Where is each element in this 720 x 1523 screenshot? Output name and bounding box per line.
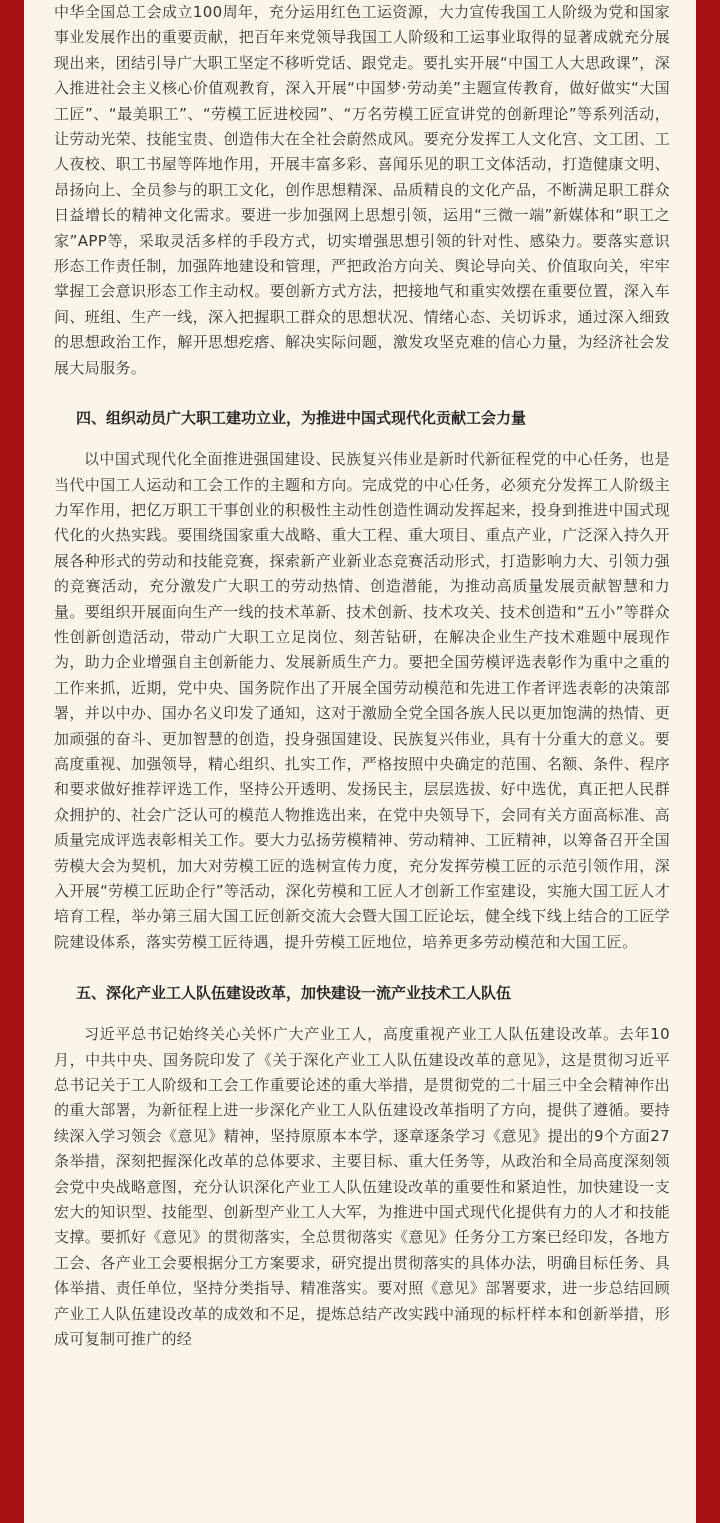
section-heading-5: 五、深化产业工人队伍建设改革，加快建设一流产业技术工人队伍 (76, 984, 512, 1003)
paragraph-continuation: 中华全国总工会成立100周年，充分运用红色工运资源，大力宣传我国工人阶级为党和国家事业发展作出的重要贡献，把百年来党领导我国工人阶级和工运事业取得的显著成就充分展现出来，团结引导广大职工坚定不移听党话、跟党走。要扎实开展“中国工人大思政课”，深入推进社会主义核心价值观教育，深入开展“中国梦·劳动美”主题宣传教育，做好做实“大国工匠”、“最美职工”、“劳模工匠进校园”、“万名劳模工匠宣讲党的创新理论”等系列活动，让劳动光荣、技能宝贵、创造伟大在全社会蔚然成风。要充分发挥工人文化宫、文工团、工人夜校、职工书屋等阵地作用，开展丰富多彩、喜闻乐见的职工文体活动，打造健康文明、昂扬向上、全员参与的职工文化，创作思想精深、品质精良的文化产品，不断满足职工群众日益增长的精神文化需求。要进一步加强网上思想引领，运用“三微一端”新媒体和“职工之家”APP等，采取灵活多样的手段方式，切实增强思想引领的针对性、感染力。要落实意识形态工作责任制，加强阵地建设和管理，严把政治方向关、舆论导向关、价值取向关，牢牢掌握工会意识形态工作主动权。要创新方式方法，把接地气和重实效摆在重要位置，深入车间、班组、生产一线，深入把握职工群众的思想状况、情绪心态、关切诉求，通过深入细致的思想政治工作，解开思想疙瘩、解决实际问题，激发攻坚克难的信心力量，为经济社会发展大局服务。 (54, 3, 670, 377)
section-heading-4: 四、组织动员广大职工建功立业，为推进中国式现代化贡献工会力量 (76, 409, 527, 428)
right-red-border (696, 0, 720, 1523)
article-body (54, 0, 670, 1353)
paragraph-section-4: 以中国式现代化全面推进强国建设、民族复兴伟业是新时代新征程党的中心任务，也是当代中国工人运动和工会工作的主题和方向。完成党的中心任务，必须充分发挥工人阶级主力军作用，把亿万职工干事创业的积极性主动性创造性调动发挥起来，投身到推进中国式现代化的火热实践。要围绕国家重大战略、重大工程、重大项目、重点产业，广泛深入持久开展各种形式的劳动和技能竞赛，探索新产业新业态竞赛活动形式，打造影响力大、引领力强的竞赛活动，充分激发广大职工的劳动热情、创造潜能，为推动高质量发展贡献智慧和力量。要组织开展面向生产一线的技术革新、技术创新、技术攻关、技术创造和“五小”等群众性创新创造活动，带动广大职工立足岗位、刻苦钻研，在解决企业生产技术难题中展现作为，助力企业增强自主创新能力、发展新质生产力。要把全国劳模评选表彰作为重中之重的工作来抓，近期，党中央、国务院作出了开展全国劳动模范和先进工作者评选表彰的决策部署，并以中办、国办名义印发了通知，这对于激励全党全国各族人民以更加饱满的热情、更加顽强的奋斗、更加智慧的创造，投身强国建设、民族复兴伟业，具有十分重大的意义。要高度重视、加强领导，精心组织、扎实工作，严格按照中央确定的范围、名额、条件、程序和要求做好推荐评选工作，坚持公开透明、发扬民主，层层选拔、好中选优，真正把人民群众拥护的、社会广泛认可的模范人物推选出来，在党中央领导下，会同有关方面高标准、高质量完成评选表彰相关工作。要大力弘扬劳模精神、劳动精神、工匠精神，以筹备召开全国劳模大会为契机，加大对劳模工匠的选树宣传力度，充分发挥劳模工匠的示范引领作用，深入开展“劳模工匠助企行”等活动，深化劳模和工匠人才创新工作室建设，实施大国工匠人才培育工程，举办第三届大国工匠创新交流大会暨大国工匠论坛，健全线下线上结合的工匠学院建设体系，落实劳模工匠待遇，提升劳模工匠地位，培养更多劳动模范和大国工匠。 (54, 450, 670, 951)
paragraph-section-5: 习近平总书记始终关心关怀广大产业工人，高度重视产业工人队伍建设改革。去年10月，中共中央、国务院印发了《关于深化产业工人队伍建设改革的意见》，这是贯彻习近平总书记关于工人阶级和工会工作重要论述的重大举措，是贯彻党的二十届三中全会精神作出的重大部署，为新征程上进一步深化产业工人队伍建设改革指明了方向，提供了遵循。要持续深入学习领会《意见》精神，坚持原原本本学，逐章逐条学习《意见》提出的9个方面27条举措，深刻把握深化改革的总体要求、主要目标、重大任务等，从政治和全局高度深刻领会党中央战略意图，充分认识深化产业工人队伍建设改革的重要性和紧迫性，加快建设一支宏大的知识型、技能型、创新型产业工人大军，为推进中国式现代化提供有力的人才和技能支撑。要抓好《意见》的贯彻落实，全总贯彻落实《意见》任务分工方案已经印发，各地方工会、各产业工会要根据分工方案要求，研究提出贯彻落实的具体办法，明确目标任务、具体举措、责任单位，坚持分类指导、精准落实。要对照《意见》部署要求，进一步总结回顾产业工人队伍建设改革的成效和不足，提炼总结产改实践中涌现的标杆样本和创新举措，形成可复制可推广的经 (54, 1025, 670, 1349)
left-red-border (0, 0, 24, 1523)
